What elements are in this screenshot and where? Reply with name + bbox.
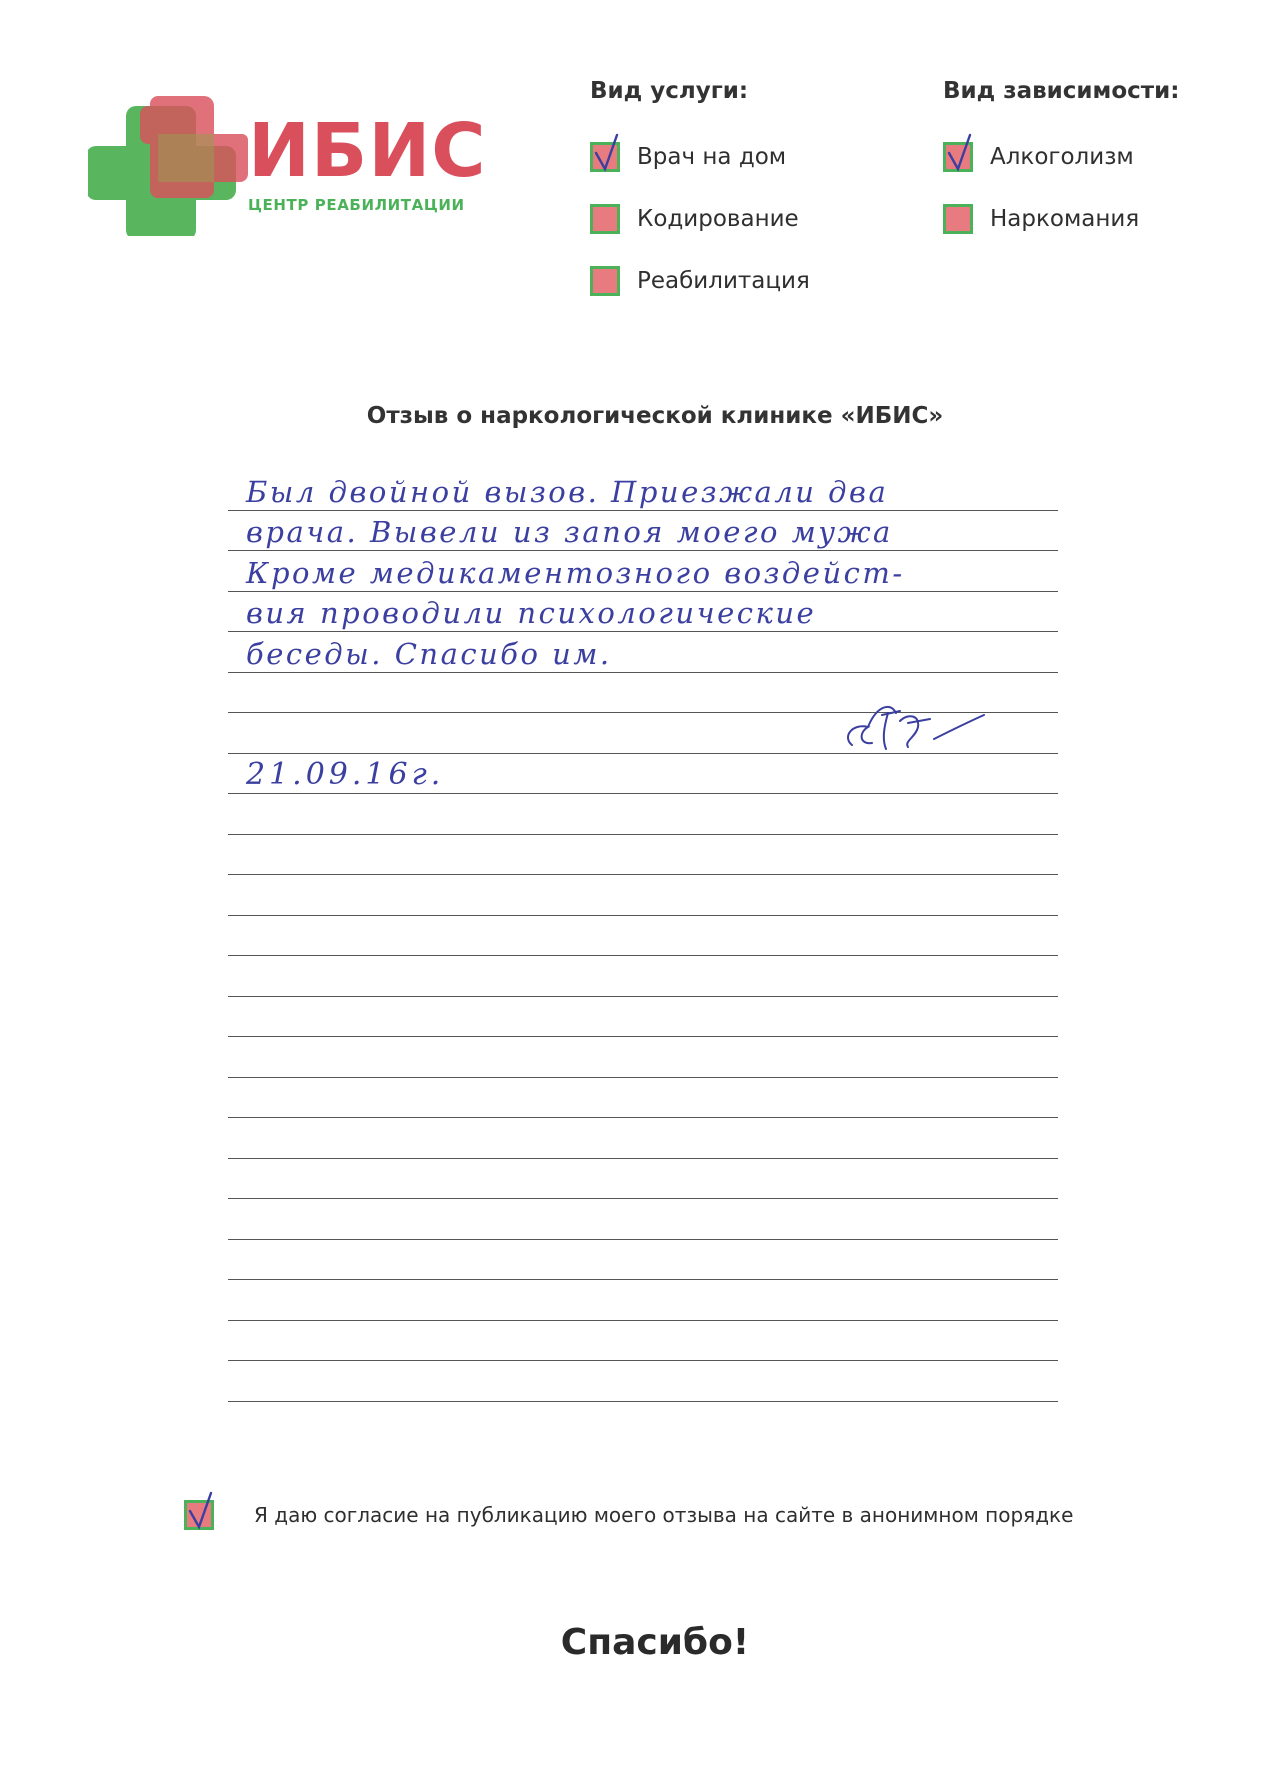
option-label: Врач на дом — [637, 144, 787, 170]
checkmark-icon — [943, 131, 979, 175]
option-label: Наркомания — [990, 206, 1140, 232]
checkmark-icon — [590, 131, 626, 175]
checkbox-checked[interactable] — [590, 142, 620, 172]
option-label: Алкоголизм — [990, 144, 1134, 170]
ruled-line — [228, 713, 1058, 754]
checkbox[interactable] — [943, 204, 973, 234]
option-label: Реабилитация — [637, 268, 810, 294]
consent-checkbox[interactable] — [184, 1500, 214, 1530]
ruled-line — [228, 794, 1058, 835]
handwritten-date: 21.09.16г. — [246, 757, 445, 792]
option-doctor-home[interactable] — [590, 126, 810, 188]
handwritten-line: врача. Вывели из запоя моего мужа — [246, 515, 893, 549]
ruled-line — [228, 997, 1058, 1038]
option-label: Кодирование — [637, 206, 799, 232]
review-lines — [228, 470, 1058, 1402]
checkbox[interactable] — [590, 204, 620, 234]
ruled-line — [228, 551, 1058, 592]
ruled-line — [228, 592, 1058, 633]
ruled-line — [228, 1118, 1058, 1159]
consent-row[interactable] — [184, 1500, 1073, 1530]
checkmark-icon — [184, 1489, 220, 1533]
ruled-line — [228, 875, 1058, 916]
checkbox-checked[interactable] — [943, 142, 973, 172]
ruled-line — [228, 632, 1058, 673]
handwritten-line: беседы. Спасибо им. — [246, 636, 612, 671]
ruled-line — [228, 1280, 1058, 1321]
handwritten-line: вия проводили психологические — [246, 596, 817, 630]
option-coding[interactable] — [590, 188, 810, 250]
ruled-line — [228, 1159, 1058, 1200]
ruled-line — [228, 1361, 1058, 1402]
addiction-type-title: Вид зависимости: — [943, 78, 1180, 104]
ruled-line — [228, 1078, 1058, 1119]
ruled-line — [228, 470, 1058, 511]
ruled-line — [228, 1240, 1058, 1281]
ruled-line — [228, 835, 1058, 876]
logo-subtitle: ЦЕНТР РЕАБИЛИТАЦИИ — [248, 196, 465, 214]
addiction-type-group — [943, 78, 1179, 250]
handwritten-line: Был двойной вызов. Приезжали два — [246, 474, 889, 509]
ruled-line — [228, 1037, 1058, 1078]
handwritten-line: Кроме медикаментозного воздейст- — [246, 555, 905, 590]
ibis-logo — [88, 96, 488, 236]
ruled-line — [228, 754, 1058, 795]
service-type-title: Вид услуги: — [590, 78, 749, 104]
option-drug-addiction[interactable] — [943, 188, 1179, 250]
thanks-text: Спасибо! — [560, 1622, 750, 1663]
cross-icon — [88, 96, 248, 236]
option-rehabilitation[interactable] — [590, 250, 810, 312]
checkbox[interactable] — [590, 266, 620, 296]
consent-text: Я даю согласие на публикацию моего отзыва на сайте в анонимном порядке — [254, 1503, 1074, 1527]
ruled-line — [228, 956, 1058, 997]
ruled-line — [228, 511, 1058, 552]
logo-name: ИБИС — [248, 108, 487, 194]
option-alcoholism[interactable] — [943, 126, 1179, 188]
review-title: Отзыв о наркологической клинике «ИБИС» — [366, 403, 944, 429]
ruled-line — [228, 1199, 1058, 1240]
ruled-line — [228, 1321, 1058, 1362]
ruled-line — [228, 916, 1058, 957]
service-type-group — [590, 78, 810, 312]
signature — [838, 693, 988, 757]
